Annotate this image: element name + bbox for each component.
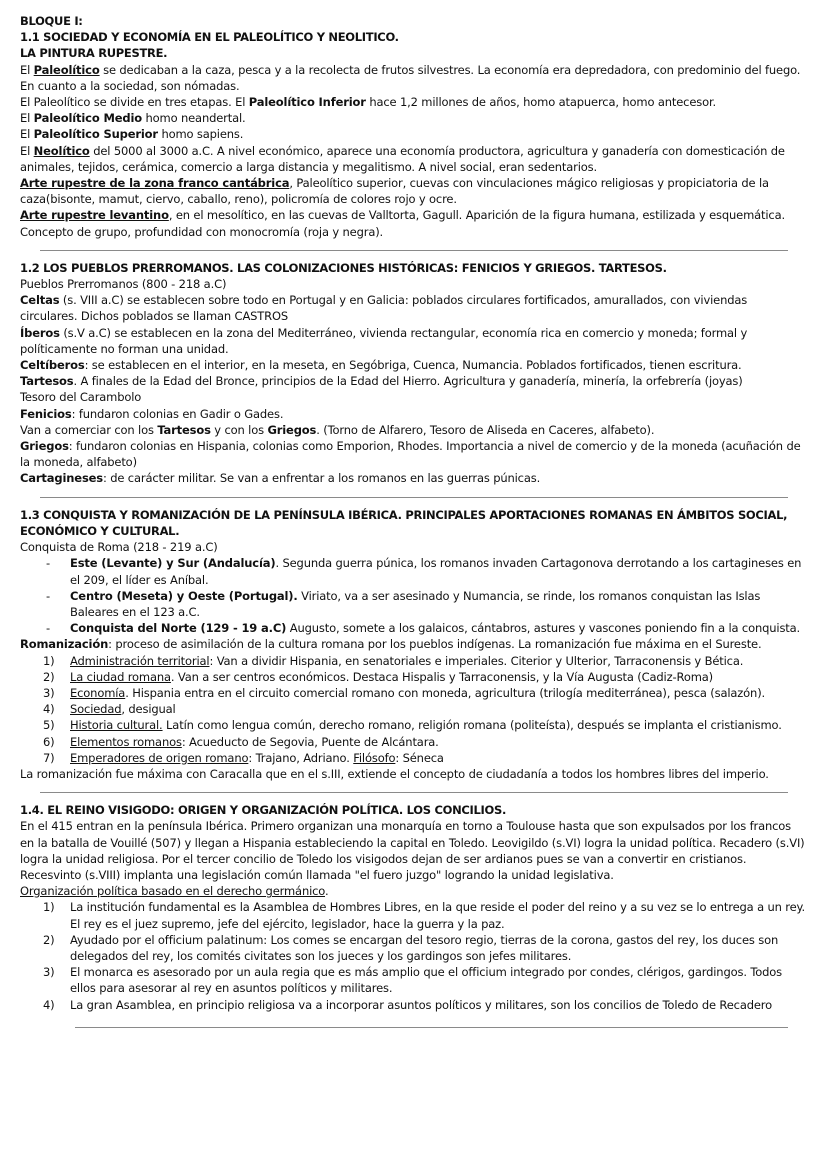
paragraph: Van a comerciar con los Tartesos y con los Griegos. (Torno de Alfarero, Tesoro de Aliseda en Caceres, alfabeto). [20, 422, 655, 437]
section-divider [40, 497, 788, 498]
paragraph: Cartagineses: de carácter militar. Se van a enfrentar a los romanos en las guerras púnicas. [20, 471, 541, 486]
list-item: - Conquista del Norte (129 - 19 a.C) Augusto, somete a los galaicos, cántabros, astures y vascones poniendo fin a la conquista. [70, 620, 808, 636]
paragraph: Celtíberos: se establecen en el interior, en la meseta, en Segóbriga, Cuenca, Numancia. Poblados fortificados, tienen escritura. [20, 358, 742, 373]
paragraph: El Paleolítico Superior homo sapiens. [20, 127, 244, 142]
paragraph: Fenicios: fundaron colonias en Gadir o Gades. [20, 406, 284, 421]
paragraph: El Neolítico del 5000 al 3000 a.C. A nivel económico, aparece una economía productora, agricultura y ganadería con domesticación de animales, tejidos, cerámica, comercio a larga distancia y megalitismo. A nivel social, eran sedentarios. [20, 143, 785, 174]
paragraph: Romanización: proceso de asimilación de la cultura romana por los pueblos indígenas. La romanización fue máxima en el Sureste. [20, 637, 762, 652]
paragraph: El Paleolítico se dedicaban a la caza, pesca y a la recolecta de frutos silvestres. La economía era depredadora, con predominio del fuego. En cuanto a la sociedad, son nómadas. [20, 62, 801, 93]
section-1-3 [20, 507, 808, 782]
romanization-list [20, 653, 808, 766]
paragraph: Pueblos Prerromanos (800 - 218 a.C) [20, 277, 227, 292]
list-item: 5) Historia cultural. Latín como lengua común, derecho romano, religión romana (politeísta), después se implanta el cristianismo. [43, 718, 782, 733]
paragraph: Íberos (s.V a.C) se establecen en la zona del Mediterráneo, vivienda rectangular, economía rica en comercio y moneda; formal y políticamente no forman una unidad. [20, 325, 748, 356]
section-divider [75, 1027, 788, 1028]
section-1-3-title: 1.3 CONQUISTA Y ROMANIZACIÓN DE LA PENÍNSULA IBÉRICA. PRINCIPALES APORTACIONES ROMANAS EN ÁMBITOS SOCIAL, ECONÓMICO Y CULTURAL. [20, 507, 788, 538]
paragraph: El Paleolítico se divide en tres etapas. El Paleolítico Inferior hace 1,2 millones de años, homo atapuerca, homo antecesor. [20, 95, 717, 110]
paragraph: En el 415 entran en la península Ibérica. Primero organizan una monarquía en torno a Toulouse hasta que son expulsados por los francos en la batalla de Vouillé (507) y llegan a Hispania estableciendo la capital en Toledo. Leovigildo (s.VI) logra la unidad política. Recadero (s.VI) logra la unidad religiosa. Por el tercer concilio de Toledo los visigodos dejan de ser ardianos pues se van a convertir en cristianos. Recesvinto (s.VIII) implanta una legislación común llamada "el fuero juzgo" logrando la unidad legislativa. [20, 819, 805, 882]
paragraph: Griegos: fundaron colonias en Hispania, colonias como Emporion, Rhodes. Importancia a nivel de comercio y de la moneda (acuñación de la moneda, alfabeto) [20, 439, 801, 470]
section-1-2-title: 1.2 LOS PUEBLOS PRERROMANOS. LAS COLONIZACIONES HISTÓRICAS: FENICIOS Y GRIEGOS. TARTESOS. [20, 260, 667, 275]
list-item: 4) La gran Asamblea, en principio religiosa va a incorporar asuntos políticos y militares, son los concilios de Toledo de Recadero [43, 997, 773, 1012]
paragraph: Celtas (s. VIII a.C) se establecen sobre todo en Portugal y en Galicia: poblados circulares fortificados, amurallados, con viviendas circulares. Dichos poblados se llaman CASTROS [20, 293, 748, 324]
block-heading: BLOQUE I: [20, 14, 83, 28]
paragraph: La romanización fue máxima con Caracalla que en el s.III, extiende el concepto de ciudadanía a todos los hombres libres del imperio. [20, 766, 769, 781]
paragraph: Arte rupestre levantino, en el mesolítico, en las cuevas de Valltorta, Gagull. Aparición de la figura humana, estilizada y esquemática. Concepto de grupo, profundidad con monocromía (roja y negra). [20, 208, 786, 239]
section-divider [40, 250, 788, 251]
list-item: 3) El monarca es asesorado por un aula regia que es más amplio que el officium integrado por condes, clérigos, gardingos. Todos ellos para asesorar al rey en asuntos políticos y militares. [43, 965, 783, 996]
section-1-4 [20, 802, 808, 1013]
list-item: 4) Sociedad, desigual [43, 702, 176, 717]
section-1-1-subtitle: LA PINTURA RUPESTRE. [20, 46, 168, 61]
list-item: 7) Emperadores de origen romano: Trajano, Adriano. Filósofo: Séneca [43, 750, 444, 765]
section-1-1-title: 1.1 SOCIEDAD Y ECONOMÍA EN EL PALEOLÍTICO Y NEOLITICO. [20, 30, 399, 45]
section-1-2 [20, 260, 808, 487]
list-item: - Centro (Meseta) y Oeste (Portugal). Viriato, va a ser asesinado y Numancia, se rinde, los romanos conquistan las Islas Baleares en el 123 a.C. [70, 588, 808, 620]
list-item: - Este (Levante) y Sur (Andalucía). Segunda guerra púnica, los romanos invaden Cartagonova derrotando a los cartagineses en el 209, el líder es Aníbal. [70, 555, 808, 587]
paragraph: El Paleolítico Medio homo neandertal. [20, 111, 246, 126]
list-item: 6) Elementos romanos: Acueducto de Segovia, Puente de Alcántara. [43, 734, 439, 749]
section-1-4-title: 1.4. EL REINO VISIGODO: ORIGEN Y ORGANIZACIÓN POLÍTICA. LOS CONCILIOS. [20, 803, 507, 818]
list-item: 1) La institución fundamental es la Asamblea de Hombres Libres, en la que reside el poder del reino y a su vez se lo entrega a un rey. El rey es el juez supremo, jefe del ejército, legislador, hace la guerra y la paz. [43, 900, 806, 931]
conquest-list [20, 555, 808, 636]
section-divider [40, 792, 788, 793]
list-item: 3) Economía. Hispania entra en el circuito comercial romano con moneda, agricultura (trilogía mediterránea), pesca (salazón). [43, 685, 766, 700]
section-1-1 [20, 13, 808, 240]
list-item: 2) Ayudado por el officium palatinum: Los comes se encargan del tesoro regio, tierras de la corona, gastos del rey, los duces son delegados del rey, los comités civitates son los jueces y los gardingos son jefes militares. [43, 932, 779, 963]
paragraph: Tesoro del Carambolo [20, 390, 142, 405]
visigoth-organization-list [20, 899, 808, 1012]
paragraph: Tartesos. A finales de la Edad del Bronce, principios de la Edad del Hierro. Agricultura y ganadería, minería, la orfebrería (joyas) [20, 374, 743, 389]
list-item: 2) La ciudad romana. Van a ser centros económicos. Destaca Hispalis y Tarraconensis, y la Vía Augusta (Cadiz-Roma) [43, 669, 713, 684]
paragraph: Arte rupestre de la zona franco cantábrica, Paleolítico superior, cuevas con vinculaciones mágico religiosas y propiciatoria de la caza(bisonte, mamut, ciervo, caballo, reno), policromía de colores rojo y ocre. [20, 176, 769, 207]
paragraph: Conquista de Roma (218 - 219 a.C) [20, 540, 218, 555]
list-item: 1) Administración territorial: Van a dividir Hispania, en senatoriales e imperiales. Citerior y Ulterior, Tarraconensis y Bética. [43, 653, 744, 668]
paragraph: Organización política basado en el derecho germánico. [20, 884, 329, 899]
